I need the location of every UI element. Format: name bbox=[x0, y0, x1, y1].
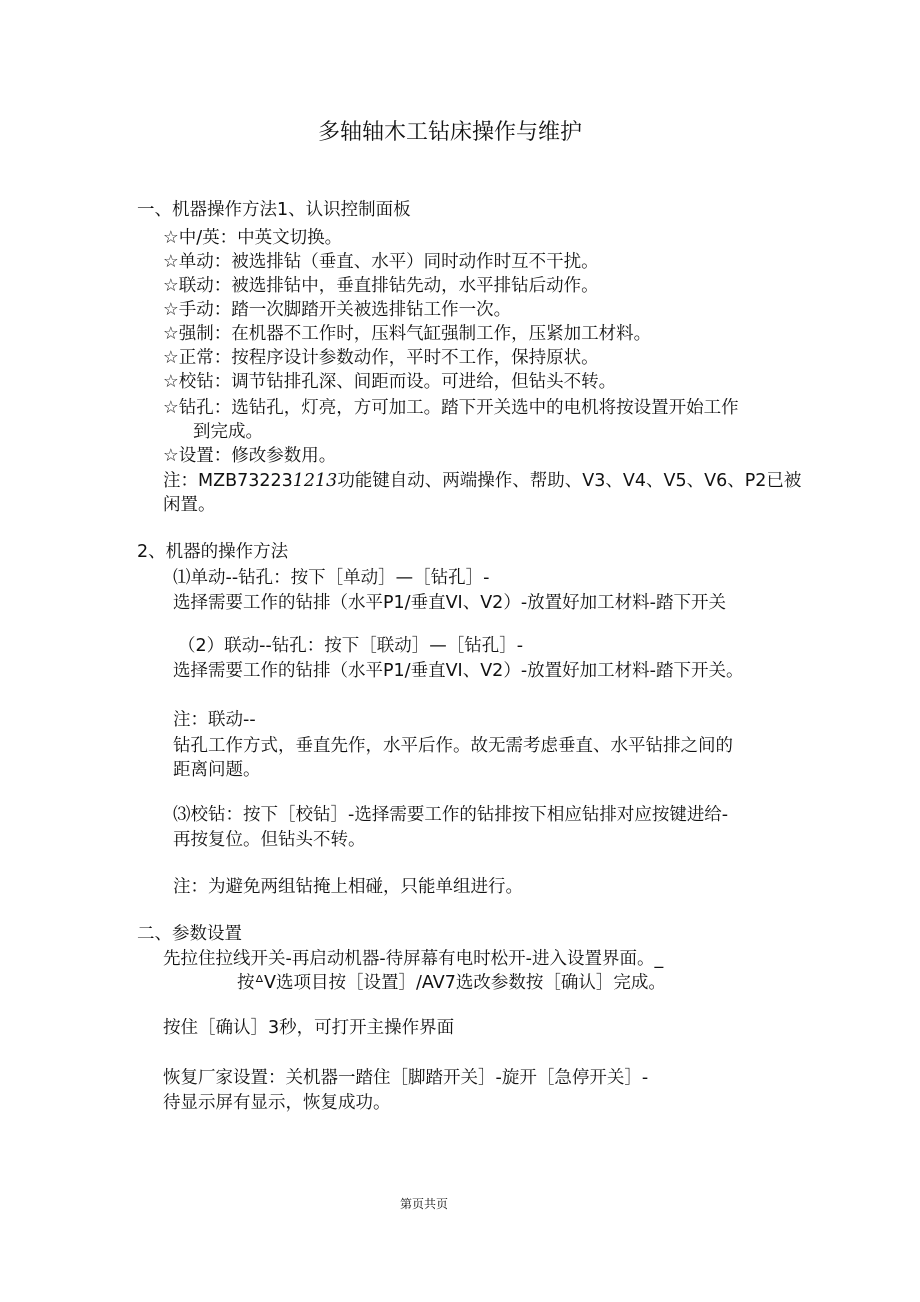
page-footer: 第页共页 bbox=[400, 1197, 449, 1211]
paragraph-line: 注：为避免两组钻掩上相碰，只能单组进行。 bbox=[173, 877, 523, 897]
paragraph-line: 待显示屏有显示，恢复成功。 bbox=[163, 1093, 391, 1113]
paragraph-line: 选择需要工作的钻排（水平P1/垂直VI、V2）-放置好加工材料-踏下开关 bbox=[173, 593, 726, 613]
paragraph-line: ⑶校钻：按下［校钻］-选择需要工作的钻排按下相应钻排对应按键进给- bbox=[173, 805, 729, 825]
paragraph-line: 恢复厂家设置：关机器一踏住［脚踏开关］-旋开［急停开关］- bbox=[163, 1068, 649, 1088]
note-italic-number: 1213 bbox=[292, 471, 338, 491]
paragraph-line: ⑴单动--钻孔：按下［单动］—［钻孔］- bbox=[173, 568, 490, 588]
section-heading: 二、参数设置 bbox=[137, 924, 242, 944]
paragraph-line: 注：联动-- bbox=[173, 710, 256, 730]
document-title: 多轴轴木工钻床操作与维护 bbox=[318, 120, 583, 145]
section-heading: 一、机器操作方法1、认识控制面板 bbox=[137, 200, 411, 220]
list-item: ☆校钻：调节钻排孔深、间距而设。可进给，但钻头不转。 bbox=[163, 372, 617, 392]
paragraph-line: 按ᐞV选项目按［设置］/AV7选改参数按［确认］完成。 bbox=[237, 973, 666, 993]
paragraph-line: （2）联动--钻孔：按下［联动］—［钻孔］- bbox=[178, 636, 524, 656]
paragraph-line: 选择需要工作的钻排（水平P1/垂直VI、V2）-放置好加工材料-踏下开关。 bbox=[173, 661, 744, 681]
list-item: ☆强制：在机器不工作时，压料气缸强制工作，压紧加工材料。 bbox=[163, 324, 652, 344]
note-label: 注：MZB73223 bbox=[163, 471, 293, 491]
note-text: 功能键自动、两端操作、帮助、V3、V4、V5、V6、P2已被 bbox=[337, 471, 802, 491]
paragraph-line: 距离问题。 bbox=[173, 760, 261, 780]
note-line bbox=[163, 469, 801, 493]
list-item: ☆正常：按程序设计参数动作，平时不工作，保持原状。 bbox=[163, 348, 599, 368]
paragraph-line: 再按复位。但钻头不转。 bbox=[173, 830, 366, 850]
list-item: ☆手动：踏一次脚踏开关被选排钻工作一次。 bbox=[163, 300, 512, 320]
list-item: ☆钻孔：选钻孔，灯亮，方可加工。踏下开关选中的电机将按设置开始工作 bbox=[163, 398, 739, 418]
list-item: ☆设置：修改参数用。 bbox=[163, 446, 337, 466]
list-item-continuation: 到完成。 bbox=[193, 422, 263, 442]
paragraph-line: 按住［确认］3秒，可打开主操作界面 bbox=[163, 1018, 455, 1038]
list-item: ☆单动：被选排钻（垂直、水平）同时动作时互不干扰。 bbox=[163, 252, 599, 272]
section-heading: 2、机器的操作方法 bbox=[137, 542, 289, 562]
list-item: ☆中/英：中英文切换。 bbox=[163, 228, 343, 248]
paragraph-line: 钻孔工作方式，垂直先作，水平后作。故无需考虑垂直、水平钻排之间的 bbox=[173, 736, 733, 756]
paragraph-line: 先拉住拉线开关-再启动机器-待屏幕有电时松开-进入设置界面。_ bbox=[163, 949, 664, 969]
list-item: ☆联动：被选排钻中，垂直排钻先动，水平排钻后动作。 bbox=[163, 276, 599, 296]
note-continuation: 闲置。 bbox=[163, 495, 216, 515]
